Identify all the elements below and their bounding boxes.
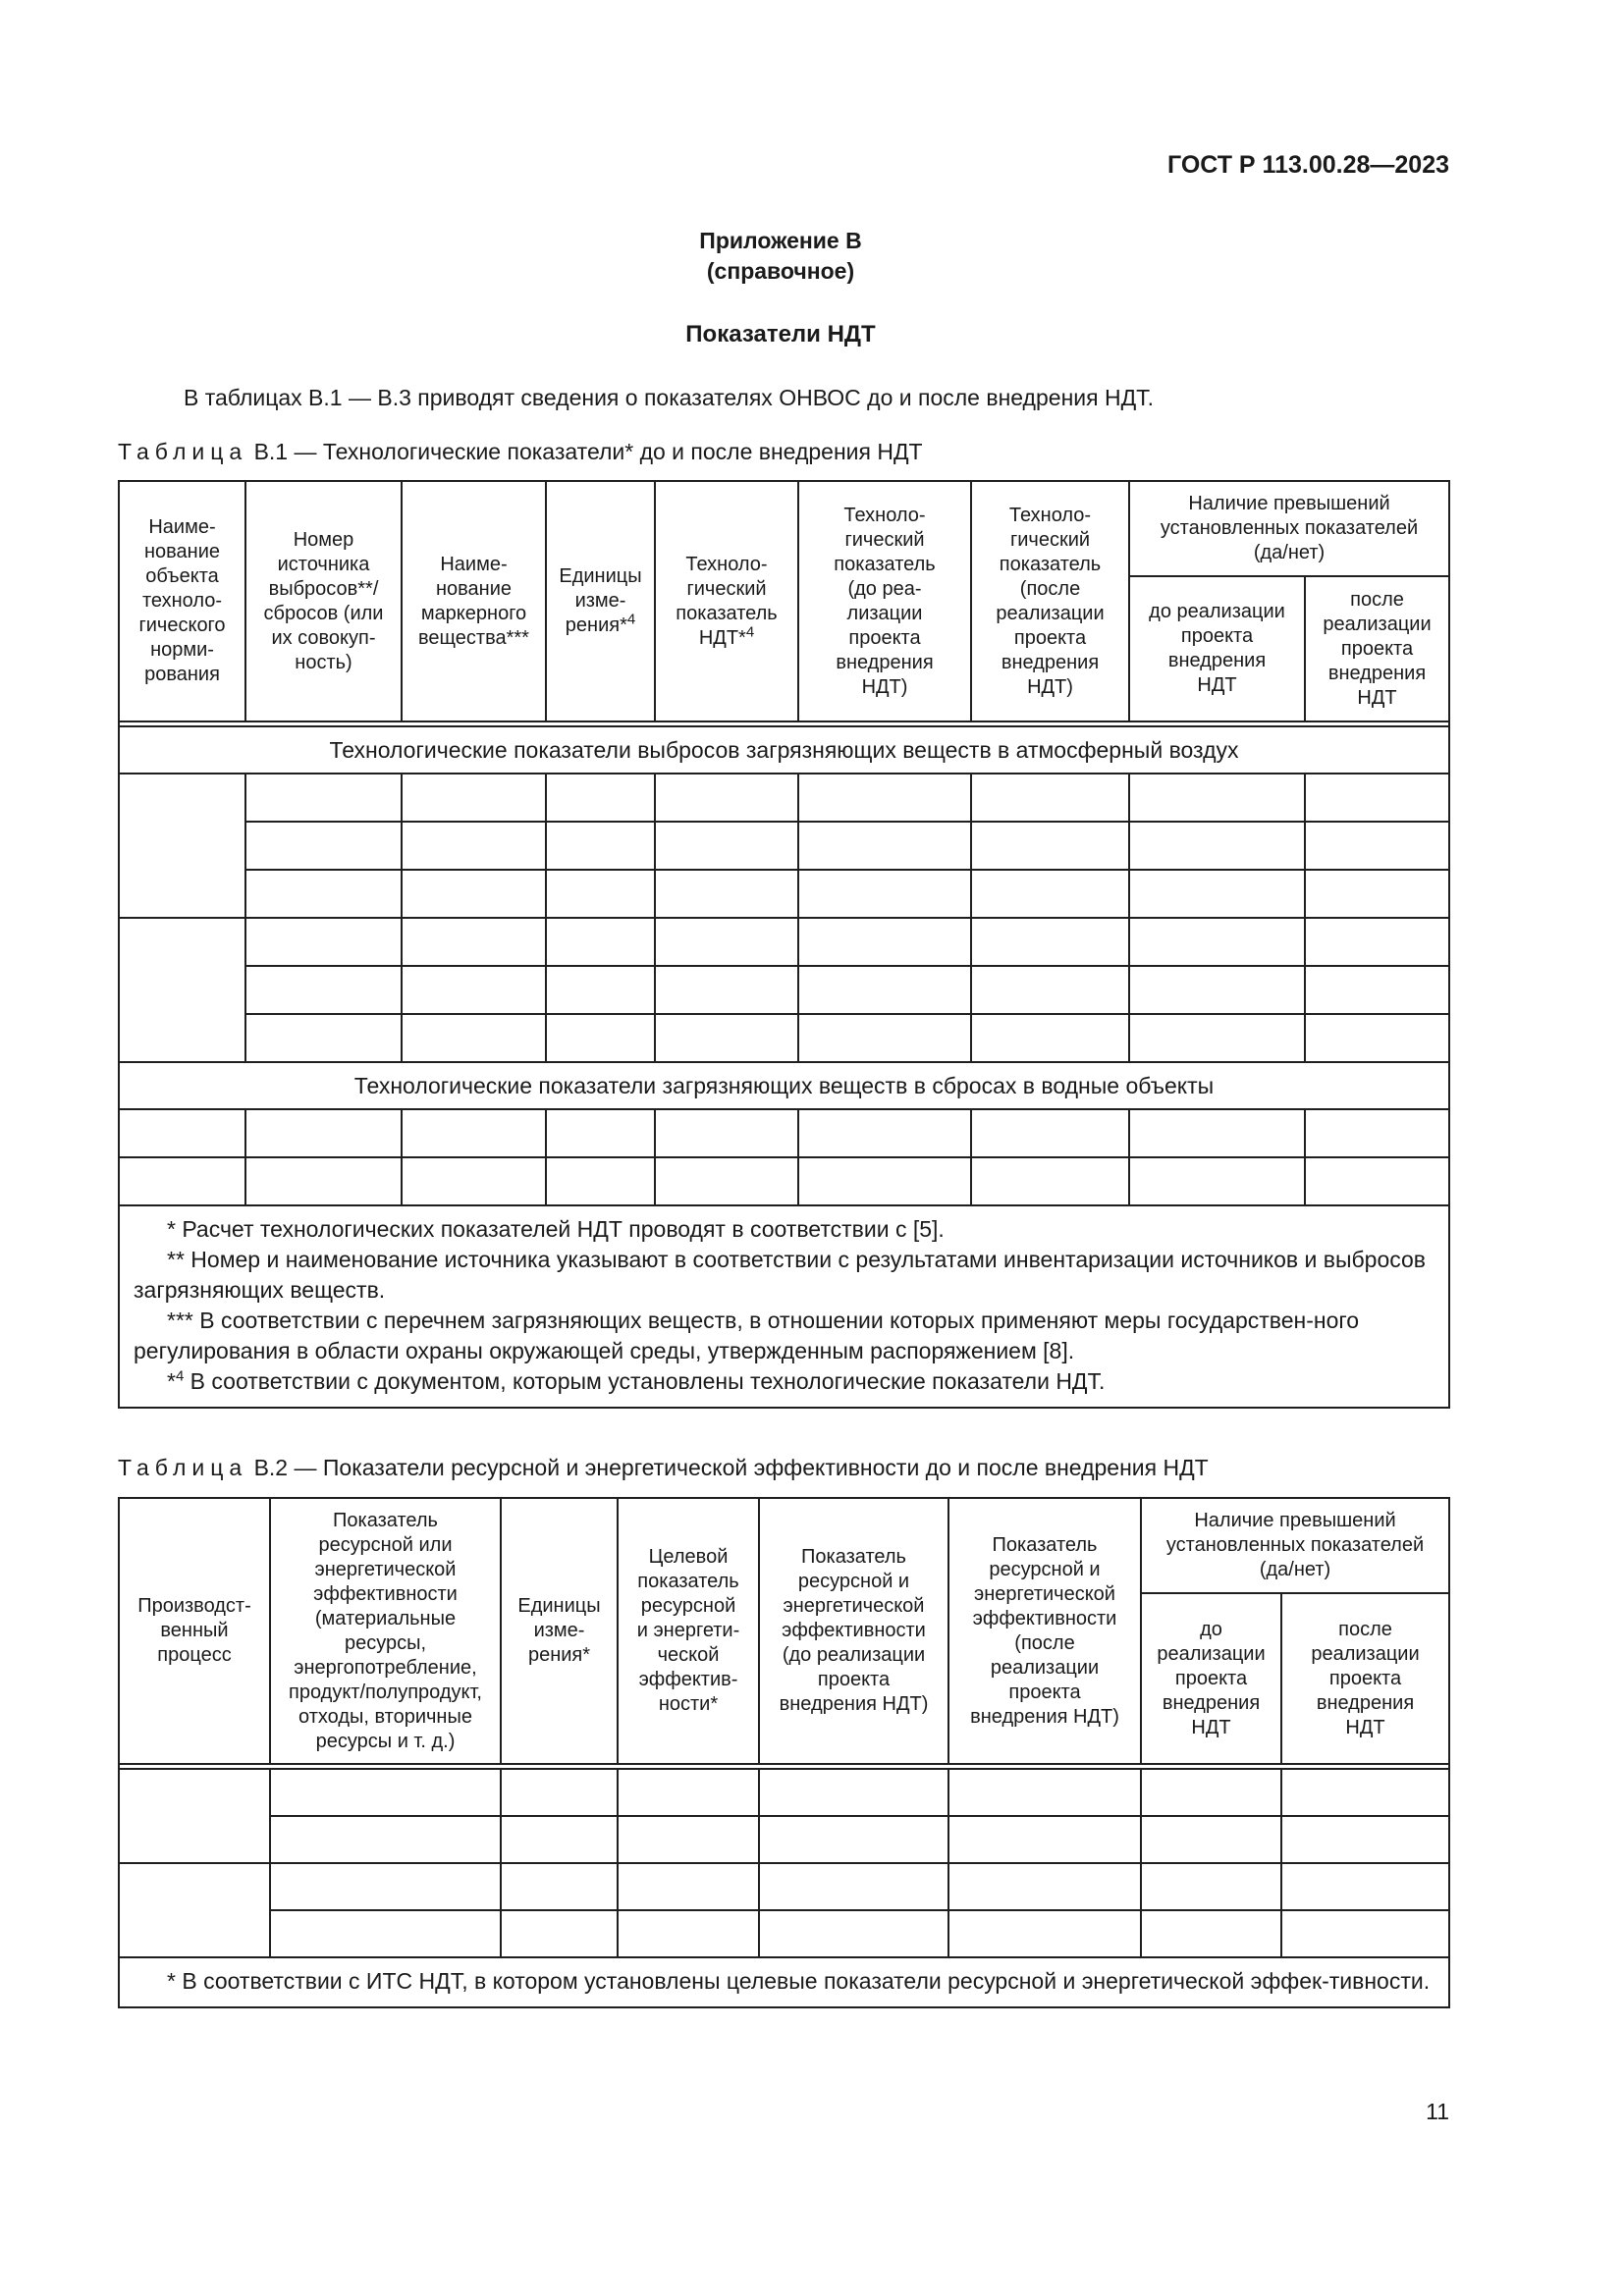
table1-header-exceed-before: до реализации проекта внедрения НДТ	[1129, 576, 1305, 721]
table2-caption-label: Таблица	[118, 1455, 248, 1480]
table1-section-row	[119, 726, 1449, 774]
table-cell	[119, 1769, 270, 1863]
table1-section-water: Технологические показатели загрязняющих веществ в сбросах в водные объекты	[119, 1062, 1449, 1109]
table-row	[119, 774, 1449, 822]
intro-paragraph: В таблицах В.1 — В.3 приводят сведения о показателях ОНВОС до и после внедрения НДТ.	[184, 385, 1155, 410]
table2-header-exceedance-group: Наличие превышений установленных показателей (да/нет)	[1141, 1498, 1449, 1593]
section-title: Показатели НДТ	[685, 321, 876, 347]
table-cell	[119, 1863, 270, 1957]
table-row	[119, 918, 1449, 966]
table-cell	[119, 918, 245, 1062]
appendix-title: Приложение В	[699, 228, 862, 253]
table1-header-object: Наиме- нование объекта техноло- гического норми- рования	[119, 481, 245, 721]
appendix-heading	[0, 226, 1561, 287]
table1-section-air: Технологические показатели выбросов загрязняющих веществ в атмосферный воздух	[119, 726, 1449, 774]
table1-note-2: ** Номер и наименование источника указывают в соответствии с результатами инвентаризации источников и выбросов загрязняющих веществ.	[134, 1247, 1427, 1303]
table2-notes	[119, 1957, 1449, 2007]
table1-header-marker-substance: Наиме- нование маркерного вещества***	[402, 481, 546, 721]
table-row	[119, 1014, 1449, 1062]
table-row	[119, 1109, 1449, 1157]
table1-caption	[118, 439, 923, 465]
table-row	[119, 1910, 1449, 1957]
table1-caption-label: Таблица	[118, 439, 248, 464]
table1-section-row	[119, 1062, 1449, 1109]
table1-note-1: * Расчет технологических показателей НДТ проводят в соответствии с [5].	[167, 1216, 945, 1242]
table2-header-exceed-after: после реализации проекта внедрения НДТ	[1281, 1593, 1449, 1764]
table1-caption-text: В.1 — Технологические показатели* до и после внедрения НДТ	[253, 439, 923, 464]
table1-note-4: *$^4$ В соответствии с документом, которым установлены технологические показатели НДТ.	[167, 1367, 1106, 1394]
table2	[118, 1497, 1450, 2008]
document-code: ГОСТ Р 113.00.28—2023	[1166, 151, 1449, 179]
table2-header-process: Производст- венный процесс	[119, 1498, 270, 1764]
table1-header-after: Техноло- гический показатель (после реализации проекта внедрения НДТ)	[971, 481, 1129, 721]
appendix-subtitle: (справочное)	[706, 258, 855, 284]
table-row	[119, 870, 1449, 918]
table2-header-indicator: Показатель ресурсной или энергетической эффективности (материальные ресурсы, энергопотребление, продукт/полупродукт, отходы, вторичные ресурсы и т. д.)	[270, 1498, 501, 1764]
table2-note-1: * В соответствии с ИТС НДТ, в котором установлены целевые показатели ресурсной и энергетической эффек-тивности.	[167, 1968, 1431, 1994]
table-row	[119, 1816, 1449, 1863]
table1-notes	[119, 1205, 1449, 1408]
table-row	[119, 1157, 1449, 1205]
table2-header-before: Показатель ресурсной и энергетической эффективности (до реализации проекта внедрения НДТ)	[759, 1498, 948, 1764]
table2-caption	[118, 1455, 1209, 1481]
table-row	[119, 822, 1449, 870]
table2-caption-text: В.2 — Показатели ресурсной и энергетической эффективности до и после внедрения НДТ	[253, 1455, 1209, 1480]
table2-header-units: Единицы изме- рения*	[501, 1498, 618, 1764]
table1-header-units: Единицы изме- рения*$^4$	[546, 481, 655, 721]
table-row	[119, 1863, 1449, 1910]
table1-header-ndt-indicator: Техноло- гический показатель НДТ*$^4$	[655, 481, 798, 721]
table2-header-after: Показатель ресурсной и энергетической эффективности (после реализации проекта внедрения НДТ)	[948, 1498, 1141, 1764]
table1-header-source-number: Номер источника выбросов**/ сбросов (или их совокуп- ность)	[245, 481, 402, 721]
table1-header-exceedance-group: Наличие превышений установленных показателей (да/нет)	[1129, 481, 1449, 576]
table-row	[119, 966, 1449, 1014]
table1-header-exceed-after: после реализации проекта внедрения НДТ	[1305, 576, 1449, 721]
page-number: 11	[1426, 2099, 1449, 2124]
table2-header-row-1	[119, 1498, 1449, 1593]
table2-header-target: Целевой показатель ресурсной и энергети- ческой эффектив- ности*	[618, 1498, 759, 1764]
table1-notes-row	[119, 1205, 1449, 1408]
table1	[118, 480, 1450, 1409]
table-row	[119, 1769, 1449, 1816]
table1-header-row-1	[119, 481, 1449, 576]
table2-notes-row	[119, 1957, 1449, 2007]
table1-header-before: Техноло- гический показатель (до реа- лизации проекта внедрения НДТ)	[798, 481, 971, 721]
table2-header-exceed-before: до реализации проекта внедрения НДТ	[1141, 1593, 1281, 1764]
table-cell	[119, 774, 245, 918]
table1-note-3: *** В соответствии с перечнем загрязняющих веществ, в отношении которых применяют меры государствен-ного регулирования в области охраны окружающей среды, утвержденным распоряжением [8].	[134, 1308, 1360, 1363]
